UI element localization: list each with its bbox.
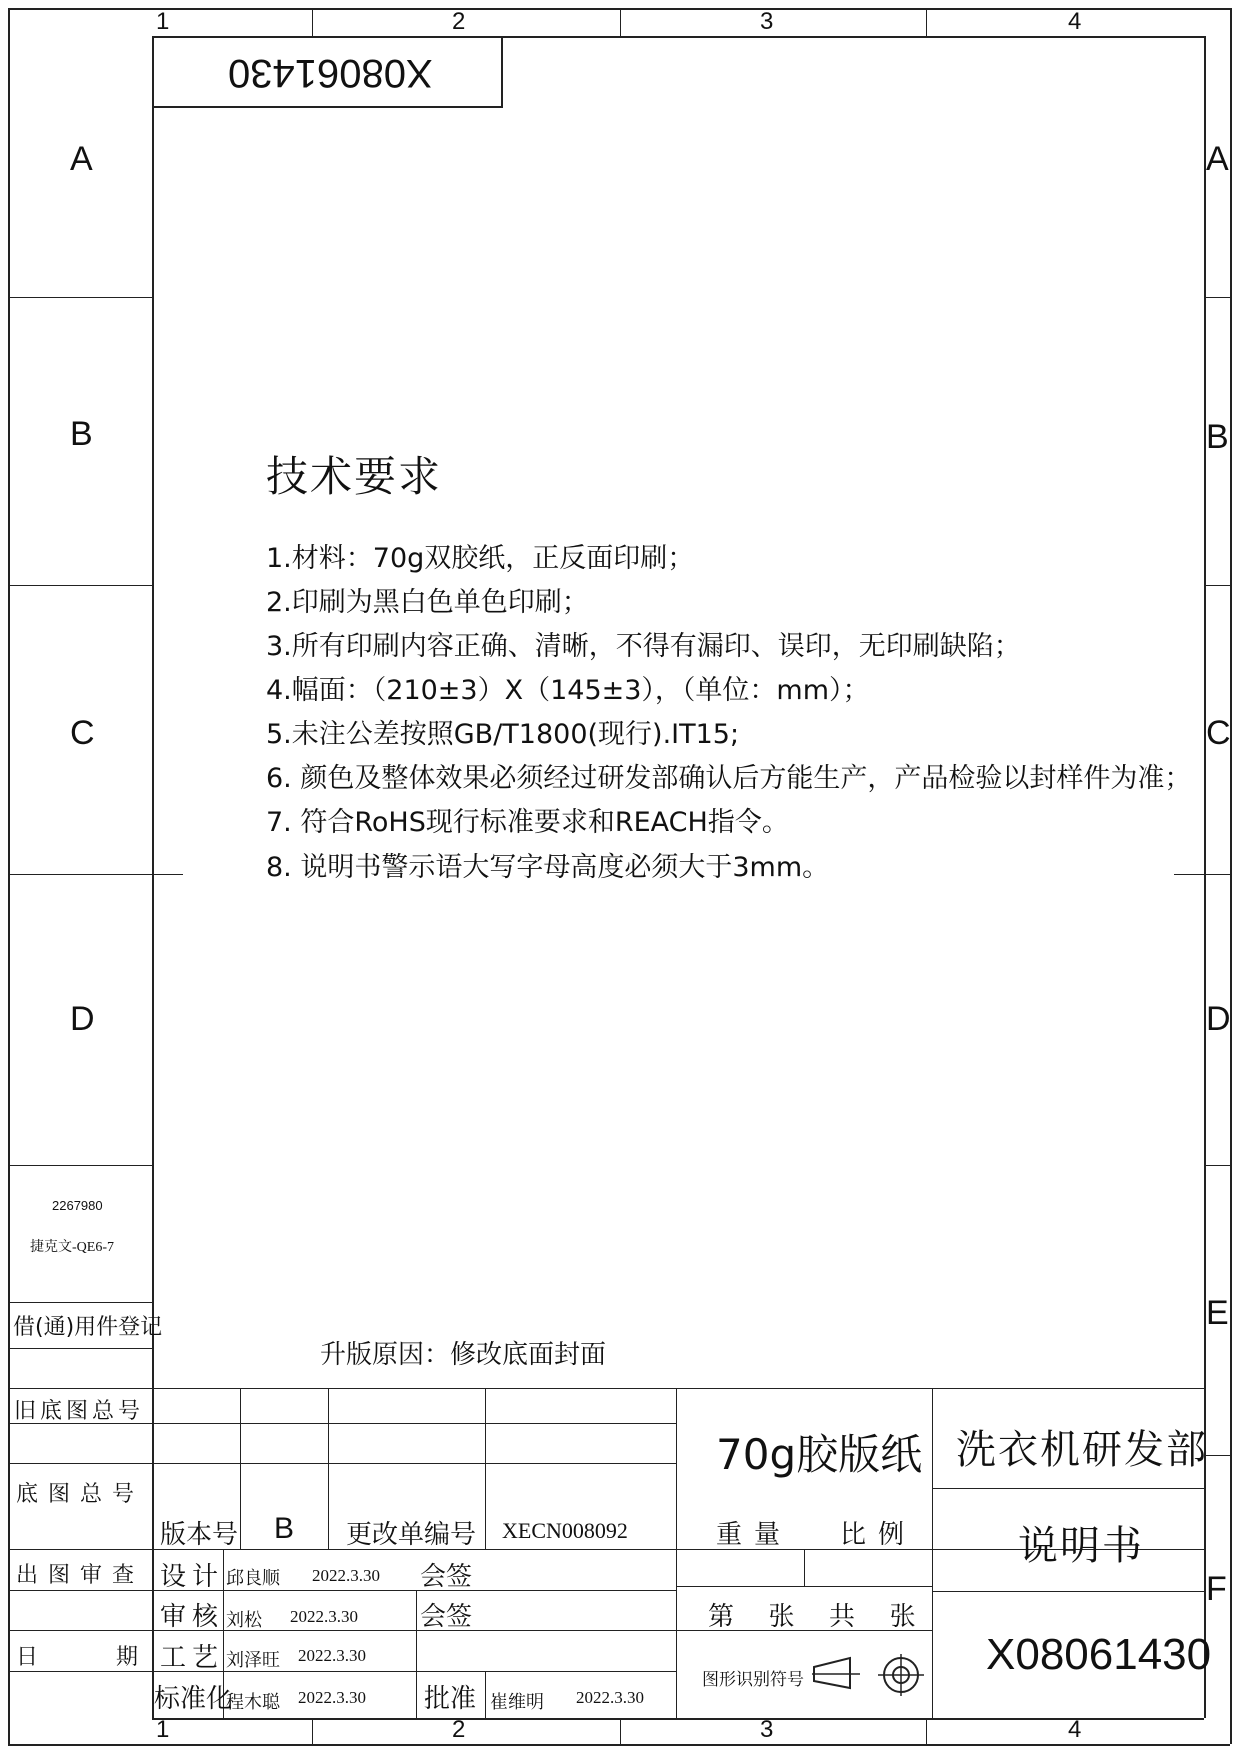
requirement-item: 1.材料：70g双胶纸，正反面印刷；: [266, 543, 695, 574]
design-name: 邱良顺: [226, 1568, 280, 1589]
stamp-text: 捷克文-QE6-7: [30, 1240, 114, 1255]
check-name: 刘松: [226, 1610, 262, 1631]
standard-date: 2022.3.30: [298, 1688, 366, 1707]
drawing-review-label: 出图审查: [16, 1563, 145, 1588]
zone-row-b-left: B: [70, 415, 93, 453]
zone-row-c-right: C: [1206, 714, 1231, 752]
weight-label: 重量: [716, 1520, 793, 1550]
change-number-label: 更改单编号: [346, 1520, 477, 1550]
process-date: 2022.3.30: [298, 1646, 366, 1665]
requirements-title: 技术要求: [266, 452, 443, 501]
requirement-item: 8. 说明书警示语大写字母高度必须大于3mm。: [266, 852, 830, 883]
standard-label: 标准化: [154, 1684, 233, 1714]
requirement-item: 5.未注公差按照GB/T1800(现行).IT15;: [266, 719, 740, 750]
material-title: 70g胶版纸: [716, 1430, 923, 1479]
zone-row-b-right: B: [1206, 418, 1229, 456]
zone-column-4-bottom: 4: [1068, 1716, 1082, 1743]
approve-date: 2022.3.30: [576, 1688, 644, 1707]
revision-reason: 升版原因：修改底面封面: [320, 1340, 607, 1370]
sheet-count-label: 第 张 共 张: [708, 1602, 922, 1632]
scale-label: 比例: [840, 1520, 917, 1550]
mirrored-drawing-number: X08061430: [228, 51, 433, 95]
department-title: 洗衣机研发部: [956, 1427, 1208, 1473]
graphic-symbol-label: 图形识别符号: [702, 1670, 804, 1690]
stamp-number: 2267980: [52, 1198, 103, 1213]
standard-name: 程木聪: [226, 1692, 280, 1713]
zone-row-d-left: D: [70, 1000, 95, 1038]
design-date: 2022.3.30: [312, 1566, 380, 1585]
projection-cone-icon: [812, 1656, 862, 1692]
zone-column-1-bottom: 1: [156, 1716, 170, 1743]
requirement-item: 6. 颜色及整体效果必须经过研发部确认后方能生产，产品检验以封样件为准；: [266, 763, 1192, 794]
change-number-value: XECN008092: [502, 1518, 628, 1543]
zone-row-e-right: E: [1206, 1294, 1229, 1332]
requirement-item: 7. 符合RoHS现行标准要求和REACH指令。: [266, 807, 789, 838]
countersign-label: 会签: [420, 1562, 473, 1592]
process-name: 刘泽旺: [226, 1650, 280, 1671]
requirement-item: 2.印刷为黑白色单色印刷；: [266, 587, 589, 618]
base-number-label: 底图总号: [16, 1482, 145, 1507]
approve-name: 崔维明: [490, 1692, 544, 1713]
zone-column-2-bottom: 2: [452, 1716, 466, 1743]
zone-column-3-top: 3: [760, 8, 774, 35]
date-label-2: 期: [116, 1645, 139, 1670]
design-label: 设计: [160, 1562, 225, 1592]
countersign-label-2: 会签: [420, 1602, 473, 1632]
check-label: 审核: [160, 1602, 225, 1632]
projection-circle-icon: [878, 1654, 924, 1696]
process-label: 工艺: [160, 1643, 225, 1673]
zone-row-a-right: A: [1206, 140, 1229, 178]
date-label-1: 日: [16, 1645, 39, 1670]
zone-row-a-left: A: [70, 140, 93, 178]
borrow-register-label: 借(通)用件登记: [13, 1315, 163, 1340]
drawing-number: X08061430: [986, 1630, 1212, 1679]
zone-row-c-left: C: [70, 714, 95, 752]
requirement-item: 4.幅面：（210±3）X（145±3），（单位：mm）；: [266, 675, 870, 706]
approve-label: 批准: [424, 1684, 477, 1714]
check-date: 2022.3.30: [290, 1607, 358, 1626]
zone-row-d-right: D: [1206, 1000, 1231, 1038]
zone-row-f-right: F: [1206, 1570, 1227, 1608]
zone-column-3-bottom: 3: [760, 1716, 774, 1743]
zone-column-4-top: 4: [1068, 8, 1082, 35]
document-type-title: 说明书: [1018, 1523, 1144, 1569]
version-label: 版本号: [160, 1520, 239, 1550]
requirement-item: 3.所有印刷内容正确、清晰，不得有漏印、误印，无印刷缺陷；: [266, 631, 1021, 662]
zone-column-1-top: 1: [156, 8, 170, 35]
zone-column-2-top: 2: [452, 8, 466, 35]
version-value: B: [274, 1512, 295, 1545]
old-base-number-label: 旧底图总号: [14, 1399, 145, 1424]
